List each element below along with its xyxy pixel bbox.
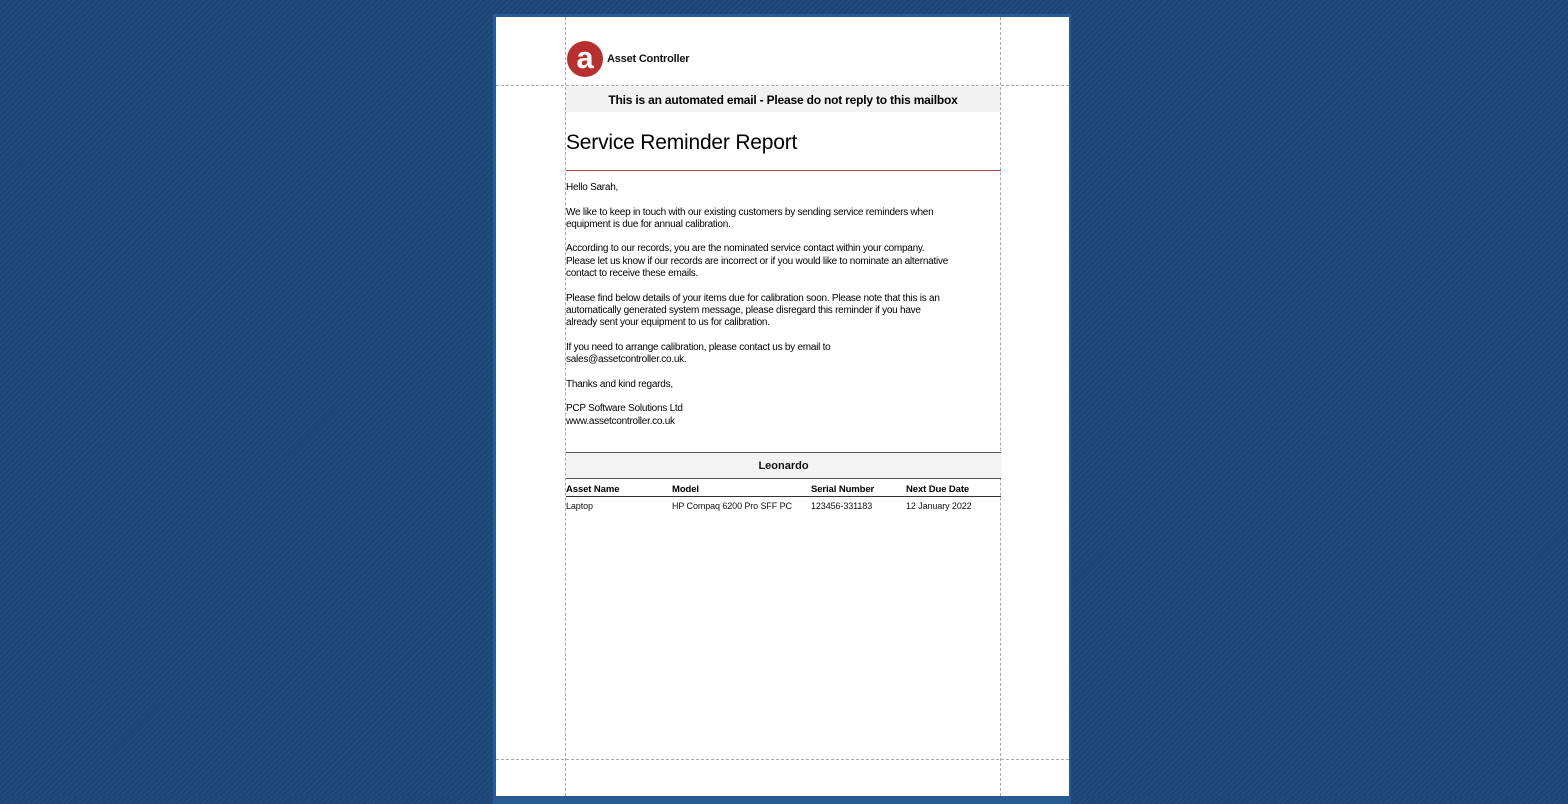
text-line: If you need to arrange calibration, please contact us by email to bbox=[566, 341, 831, 353]
paragraph-details bbox=[566, 293, 1004, 330]
signature bbox=[566, 403, 1004, 428]
paragraph-contact bbox=[566, 342, 1004, 367]
page-title: Service Reminder Report bbox=[566, 131, 798, 154]
table-group-header: Leonardo bbox=[566, 452, 1001, 479]
text-line: We like to keep in touch with our existing customers by sending service reminders when bbox=[566, 206, 934, 218]
paragraph-intro bbox=[566, 207, 1004, 232]
text-line: Please find below details of your items due for calibration soon. Please note that this is an bbox=[566, 292, 940, 304]
cell-asset-name: Laptop bbox=[566, 500, 593, 511]
text-line: According to our records, you are the nominated service contact within your company. bbox=[566, 243, 925, 255]
cell-model: HP Compaq 6200 Pro SFF PC bbox=[672, 500, 792, 511]
greeting: Hello Sarah, bbox=[566, 182, 619, 193]
column-header-next-due-date: Next Due Date bbox=[906, 484, 970, 495]
text-line: already sent your equipment to us for calibration. bbox=[566, 317, 770, 329]
column-header-model: Model bbox=[672, 484, 699, 495]
cell-serial-number: 123456-331183 bbox=[811, 500, 873, 511]
text-line: equipment is due for annual calibration. bbox=[566, 218, 731, 230]
contact-email: sales@assetcontroller.co.uk. bbox=[566, 354, 687, 366]
text-line: Please let us know if our records are incorrect or if you would like to nominate an alternative bbox=[566, 255, 949, 267]
table-row bbox=[566, 497, 1001, 514]
title-divider bbox=[566, 170, 1001, 171]
column-header-serial-number: Serial Number bbox=[811, 484, 875, 495]
table-header-row bbox=[566, 479, 1001, 497]
margin-guide-top bbox=[496, 85, 1069, 86]
logo-icon: a bbox=[567, 41, 603, 77]
asset-controller-logo bbox=[567, 41, 689, 77]
company-website: www.assetcontroller.co.uk bbox=[566, 415, 675, 427]
company-name: PCP Software Solutions Ltd bbox=[566, 403, 683, 415]
automated-email-banner: This is an automated email - Please do not reply to this mailbox bbox=[566, 87, 1000, 112]
cell-next-due-date: 12 January 2022 bbox=[906, 500, 972, 511]
paragraph-records bbox=[566, 243, 1004, 280]
report-page bbox=[496, 17, 1069, 796]
closing: Thanks and kind regards, bbox=[566, 378, 673, 390]
asset-table bbox=[566, 452, 1001, 514]
email-body bbox=[566, 182, 1004, 440]
logo-text: Asset Controller bbox=[607, 53, 690, 65]
text-line: contact to receive these emails. bbox=[566, 268, 699, 280]
column-header-asset-name: Asset Name bbox=[566, 484, 620, 495]
text-line: automatically generated system message, please disregard this reminder if you have bbox=[566, 304, 921, 316]
margin-guide-bottom bbox=[496, 759, 1069, 760]
